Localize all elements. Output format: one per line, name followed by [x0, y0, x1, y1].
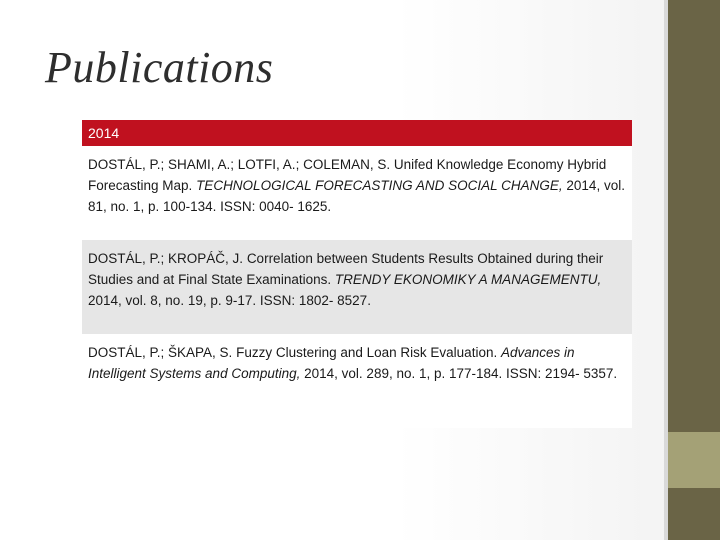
publication-row	[82, 334, 632, 428]
page-title: Publications	[45, 43, 274, 92]
decorative-band-block-dark	[668, 488, 720, 540]
publication-details: 2014, vol. 289, no. 1, p. 177-184. ISSN: 2194- 5357.	[304, 366, 618, 381]
decorative-side-band	[668, 0, 720, 540]
publication-journal: Advances in Intelligent Systems and Computing,	[88, 345, 575, 381]
publication-details: 2014, vol. 8, no. 19, p. 9-17. ISSN: 1802- 8527.	[88, 293, 371, 308]
publication-journal: TECHNOLOGICAL FORECASTING AND SOCIAL CHANGE,	[196, 178, 563, 193]
publication-title: Fuzzy Clustering and Loan Risk Evaluation.	[236, 345, 498, 360]
publication-row	[82, 240, 632, 334]
publication-title: Unifed Knowledge Economy Hybrid Forecasting Map.	[88, 157, 607, 193]
publication-authors: DOSTÁL, P.; SHAMI, A.; LOTFI, A.; COLEMAN, S.	[88, 157, 391, 172]
publication-row	[82, 146, 632, 240]
publication-details: 2014, vol. 81, no. 1, p. 100-134. ISSN: 0040- 1625.	[88, 178, 625, 214]
publications-table	[82, 120, 632, 428]
publication-authors: DOSTÁL, P.; KROPÁČ, J.	[88, 251, 244, 266]
year-header: 2014	[82, 120, 632, 146]
publication-authors: DOSTÁL, P.; ŠKAPA, S.	[88, 345, 233, 360]
decorative-band-block-light	[668, 432, 720, 488]
publication-journal: TRENDY EKONOMIKY A MANAGEMENTU,	[334, 272, 602, 287]
publication-title: Correlation between Students Results Obtained during their Studies and at Final State Examinations.	[88, 251, 604, 287]
